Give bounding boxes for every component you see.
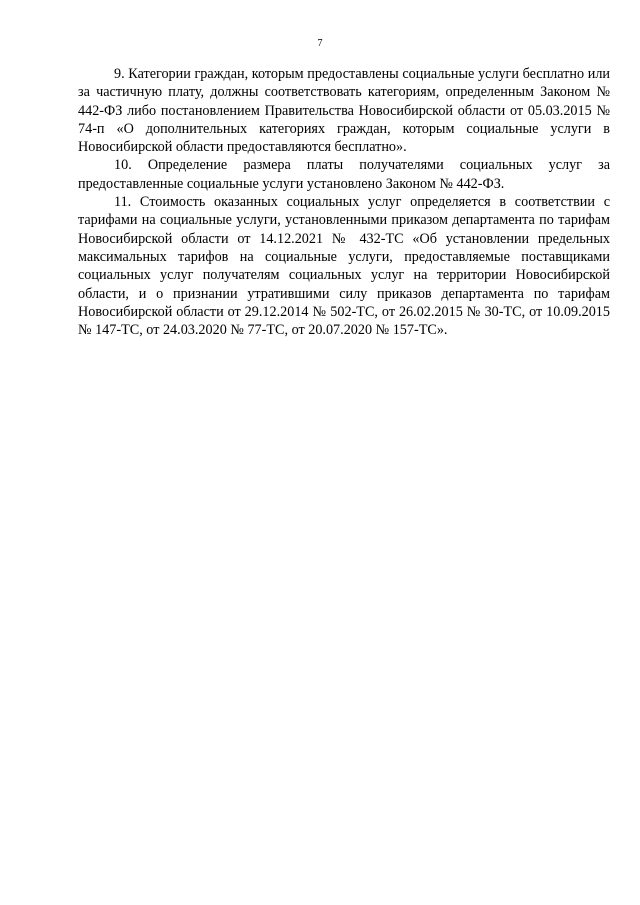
paragraph-11: 11. Стоимость оказанных социальных услуг определяется в соответствии с тарифами на социальные услуги, установленными приказом департамента по тарифам Новосибирской области от 14.12.2021 № 432-ТС «Об установлении предельных максимальных тарифов на социальные услуги, предоставляемые поставщиками социальных услуг получателям социальных услуг на территории Новосибирской области, и о признании утратившими силу приказов департамента по тарифам Новосибирской области от 29.12.2014 № 502-ТС, от 26.02.2015 № 30-ТС, от 10.09.2015 № 147-ТС, от 24.03.2020 № 77-ТС, от 20.07.2020 № 157-ТС». xyxy=(78,194,610,339)
paragraph-9: 9. Категории граждан, которым предоставлены социальные услуги бесплатно или за частичную плату, должны соответствовать категориям, определенным Законом № 442-ФЗ либо постановлением Правительства Новосибирской области от 05.03.2015 № 74-п «О дополнительных категориях граждан, которым социальные услуги в Новосибирской области предоставляются бесплатно». xyxy=(78,66,610,156)
paragraph-10: 10. Определение размера платы получателями социальных услуг за предоставленные социальные услуги установлено Законом № 442-ФЗ. xyxy=(78,157,610,192)
document-body xyxy=(78,65,610,339)
page-number: 7 xyxy=(317,38,323,49)
